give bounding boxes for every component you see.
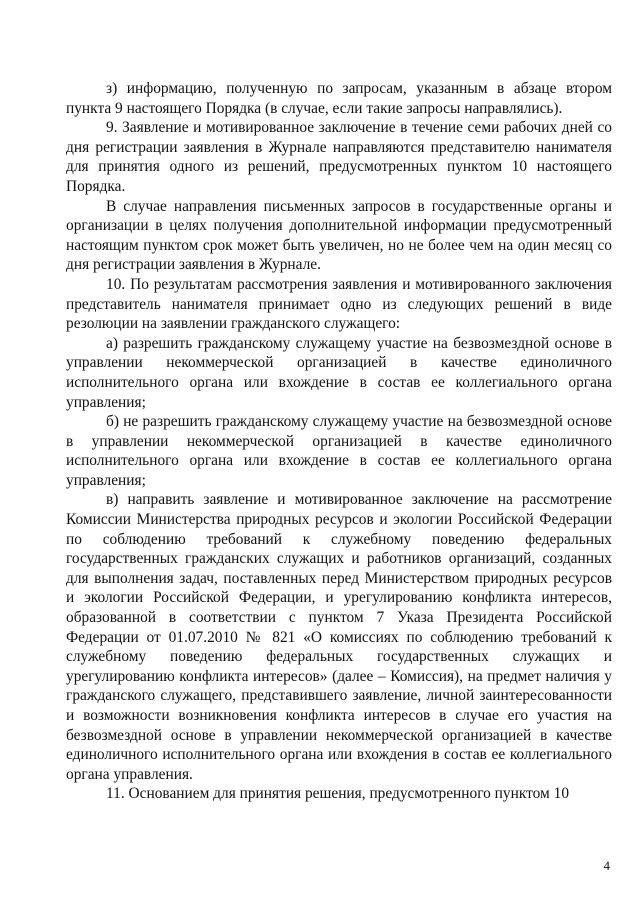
paragraph-item-11: 11. Основанием для принятия решения, предусмотренного пунктом 10 [106,785,570,803]
paragraph-item-10b: б) не разрешить гражданскому служащему участие на безвозмездной основе в управлении некоммерческой организацией в качестве единоличного исполнительного органа или вхождение в состав ее коллегиального органа управления; [66,413,612,489]
paragraph-item-10v: в) направить заявление и мотивированное заключение на рассмотрение Комиссии Министерства природных ресурсов и экологии Российской Федерации по соблюдению требований к служебному поведению федеральных государственных гражданских служащих и работников организаций, созданных для выполнения задач, поставленных перед Министерством природных ресурсов и экологии Российской Федерации, и урегулированию конфликта интересов, образованной в соответствии с пунктом 7 Указа Президента Российской Федерации от 01.07.2010 № 821 «О комиссиях по соблюдению требований к служебному поведению федеральных государственных служащих и урегулированию конфликта интересов» (далее – Комиссия), на предмет наличия у гражданского служащего, представившего заявление, личной заинтересованности и возможности возникновения конфликта интересов в случае его участия на безвозмездной основе в управлении некоммерческой организацией в качестве единоличного исполнительного органа или вхождения в состав ее коллегиального органа управления. [66,491,612,783]
paragraph-item-9-extension: В случае направления письменных запросов в государственные органы и организации в целях получения дополнительной информации предусмотренный настоящим пунктом срок может быть увеличен, но не более чем на один месяц со дня регистрации заявления в Журнале. [66,197,612,274]
paragraph-item-10a: а) разрешить гражданскому служащему участие на безвозмездной основе в управлении некоммерческой организацией в качестве единоличного исполнительного органа или вхождение в состав ее коллегиального органа управления; [66,334,612,411]
paragraph-item-10: 10. По результатам рассмотрения заявления и мотивированного заключения представитель нанимателя принимает одно из следующих решений в виде резолюции на заявлении гражданского служащего: [66,275,612,333]
paragraph-item-z: з) информацию, полученную по запросам, указанным в абзаце втором пункта 9 настоящего Порядка (в случае, если такие запросы направлялись). [66,80,612,117]
paragraph-item-9: 9. Заявление и мотивированное заключение в течение семи рабочих дней со дня регистрации заявления в Журнале направляются представителю нанимателя для принятия одного из решений, предусмотренных пунктом 10 настоящего Порядка. [66,119,612,195]
page-number: 4 [603,858,610,873]
document-body [66,79,612,804]
